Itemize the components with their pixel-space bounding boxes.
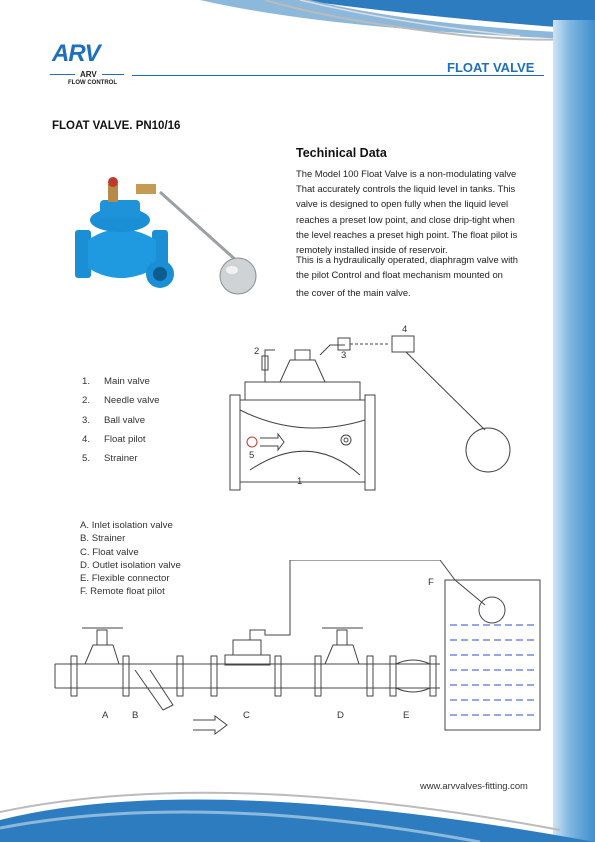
list-item: F. Remote float pilot [80, 586, 165, 598]
brand-small: ARV [80, 70, 97, 79]
list-item: D. Outlet isolation valve [80, 559, 181, 571]
install-label-e: E [403, 710, 410, 721]
diagram-label-2: 2 [254, 346, 260, 357]
tech-data-paragraph-2 [296, 252, 551, 301]
footer-swoosh [0, 770, 595, 842]
tech-line: That accurately controls the liquid level in tanks. This [296, 183, 516, 195]
brand-tagline: FLOW CONTROL [68, 80, 117, 86]
installation-schematic [45, 560, 545, 740]
page-title: FLOAT VALVE. PN10/16 [52, 120, 181, 132]
valve-schematic [220, 320, 520, 500]
parts-list [82, 376, 159, 472]
tech-line: the level reaches a preset high point. The float pilot is [296, 228, 518, 240]
list-item: E. Flexible connector [80, 573, 170, 585]
product-illustration [60, 170, 280, 310]
tech-line: the pilot Control and float mechanism mounted on [296, 269, 503, 281]
install-label-b: B [132, 710, 139, 721]
install-label-f: F [428, 577, 434, 588]
list-item: 2. Needle valve [82, 395, 160, 407]
brand-logo: ARV [52, 40, 100, 67]
tech-line: reaches a preset low point, and close drip-tight when [296, 213, 515, 225]
list-item: 5. Strainer [82, 453, 138, 465]
tech-line: remotely installed inside of reservoir. [296, 244, 448, 256]
list-item: 3. Ball valve [82, 414, 146, 426]
diagram-label-5: 5 [249, 450, 255, 461]
tech-line: valve is designed to open fully when the liquid level [296, 198, 509, 210]
diagram-label-4: 4 [402, 324, 408, 335]
install-label-d: D [337, 710, 344, 721]
tech-line: The Model 100 Float Valve is a non-modulating valve [296, 168, 517, 179]
list-item: C. Float valve [80, 546, 139, 558]
diagram-label-3: 3 [341, 350, 347, 361]
tech-line: This is a hydraulically operated, diaphragm valve with [296, 254, 518, 265]
diagram-label-1: 1 [297, 476, 303, 487]
list-item: B. Strainer [80, 533, 126, 545]
list-item: A. Inlet isolation valve [80, 520, 173, 531]
header-rule [132, 75, 544, 76]
tech-line: the cover of the main valve. [296, 287, 411, 299]
list-item: 1. Main valve [82, 376, 150, 387]
footer-url: www.arvvalves-fitting.com [420, 780, 528, 791]
logo-line-left [50, 74, 75, 75]
list-item: 4. Float pilot [82, 433, 146, 445]
install-label-a: A [102, 710, 109, 721]
install-label-c: C [243, 710, 250, 721]
logo-line-right [102, 74, 124, 75]
section-title: FLOAT VALVE [447, 60, 535, 75]
tech-data-heading: Techinical Data [296, 146, 387, 160]
tech-data-paragraph-1 [296, 166, 551, 257]
side-bar [553, 20, 595, 842]
